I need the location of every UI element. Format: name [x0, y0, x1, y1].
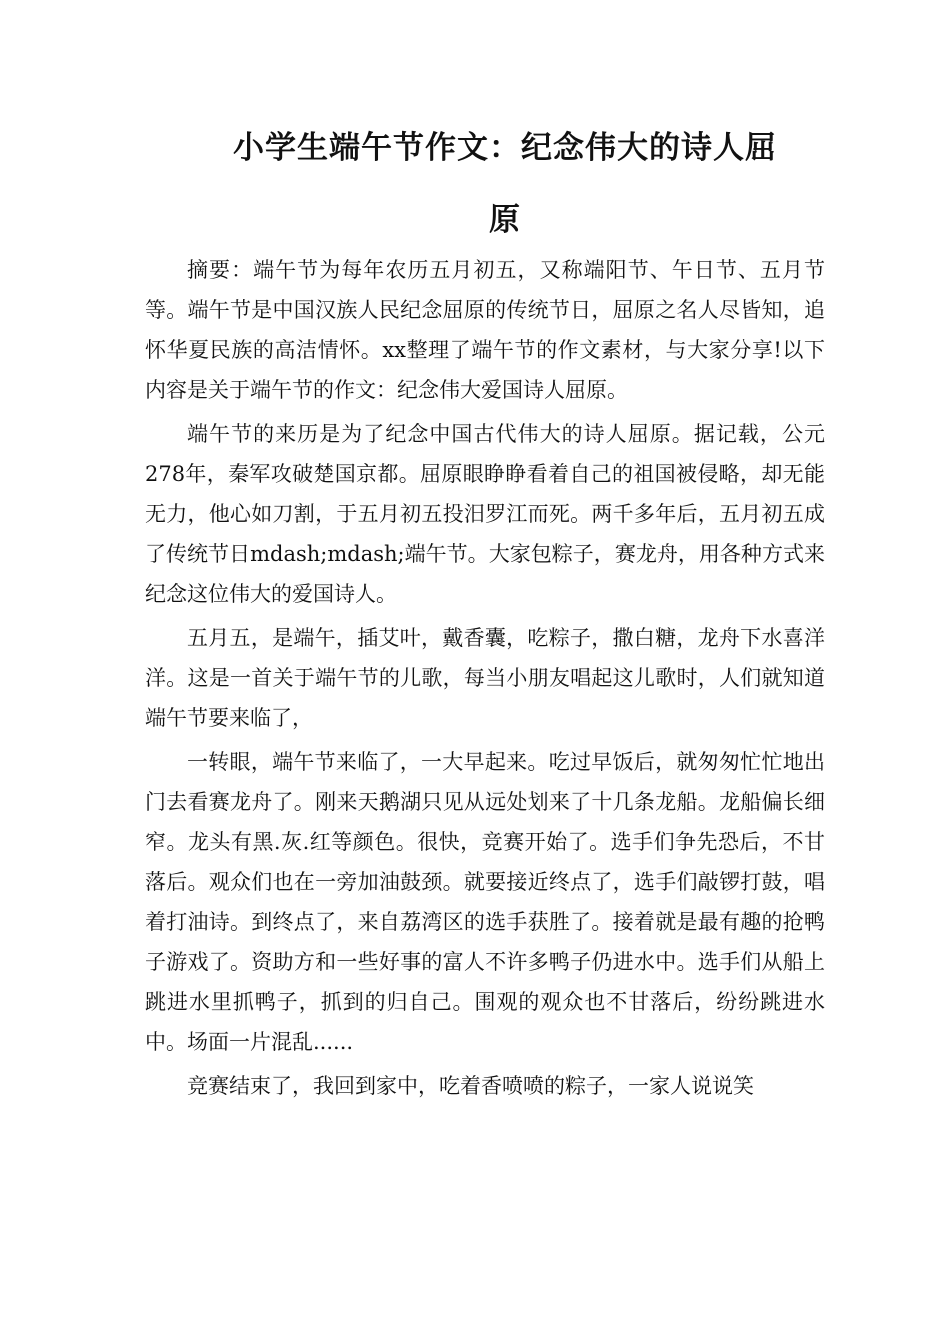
article-body [145, 250, 825, 1110]
title-line-1: 小学生端午节作文：纪念伟大的诗人屈 [233, 130, 777, 166]
paragraph-dragon-boat: 一转眼，端午节来临了，一大早起来。吃过早饭后，就匆匆忙忙地出门去看赛龙舟了。刚来天鹅湖只见从远处划来了十几条龙船。龙船偏长细窄。龙头有黑.灰.红等颜色。很快，竞赛开始了。选手们争先恐后，不甘落后。观众们也在一旁加油鼓颈。就要接近终点了，选手们敲锣打鼓，唱着打油诗。到终点了，来自荔湾区的选手获胜了。接着就是最有趣的抢鸭子游戏了。资助方和一些好事的富人不许多鸭子仍进水中。选手们从船上跳进水里抓鸭子，抓到的归自己。围观的观众也不甘落后，纷纷跳进水中。场面一片混乱...... [145, 750, 825, 1054]
paragraph-ending: 竞赛结束了，我回到家中，吃着香喷喷的粽子，一家人说说笑 [187, 1074, 754, 1098]
paragraph-abstract: 摘要：端午节为每年农历五月初五，又称端阳节、午日节、五月节等。端午节是中国汉族人民纪念屈原的传统节日，屈原之名人尽皆知，追怀华夏民族的高洁情怀。xx整理了端午节的作文素材，与大家分享!以下内容是关于端午节的作文：纪念伟大爱国诗人屈原。 [145, 258, 825, 402]
page-title [145, 112, 825, 256]
paragraph-rhyme: 五月五，是端午，插艾叶，戴香囊，吃粽子，撒白糖，龙舟下水喜洋洋。这是一首关于端午节的儿歌，每当小朋友唱起这儿歌时，人们就知道端午节要来临了， [145, 626, 825, 730]
paragraph-origin: 端午节的来历是为了纪念中国古代伟大的诗人屈原。据记载，公元278年，秦军攻破楚国京都。屈原眼睁睁看着自己的祖国被侵略，却无能无力，他心如刀割，于五月初五投汨罗江而死。两千多年后，五月初五成了传统节日mdash;mdash;端午节。大家包粽子，赛龙舟，用各种方式来纪念这位伟大的爱国诗人。 [145, 422, 825, 606]
title-line-2: 原 [489, 202, 521, 238]
title-block [145, 112, 825, 256]
